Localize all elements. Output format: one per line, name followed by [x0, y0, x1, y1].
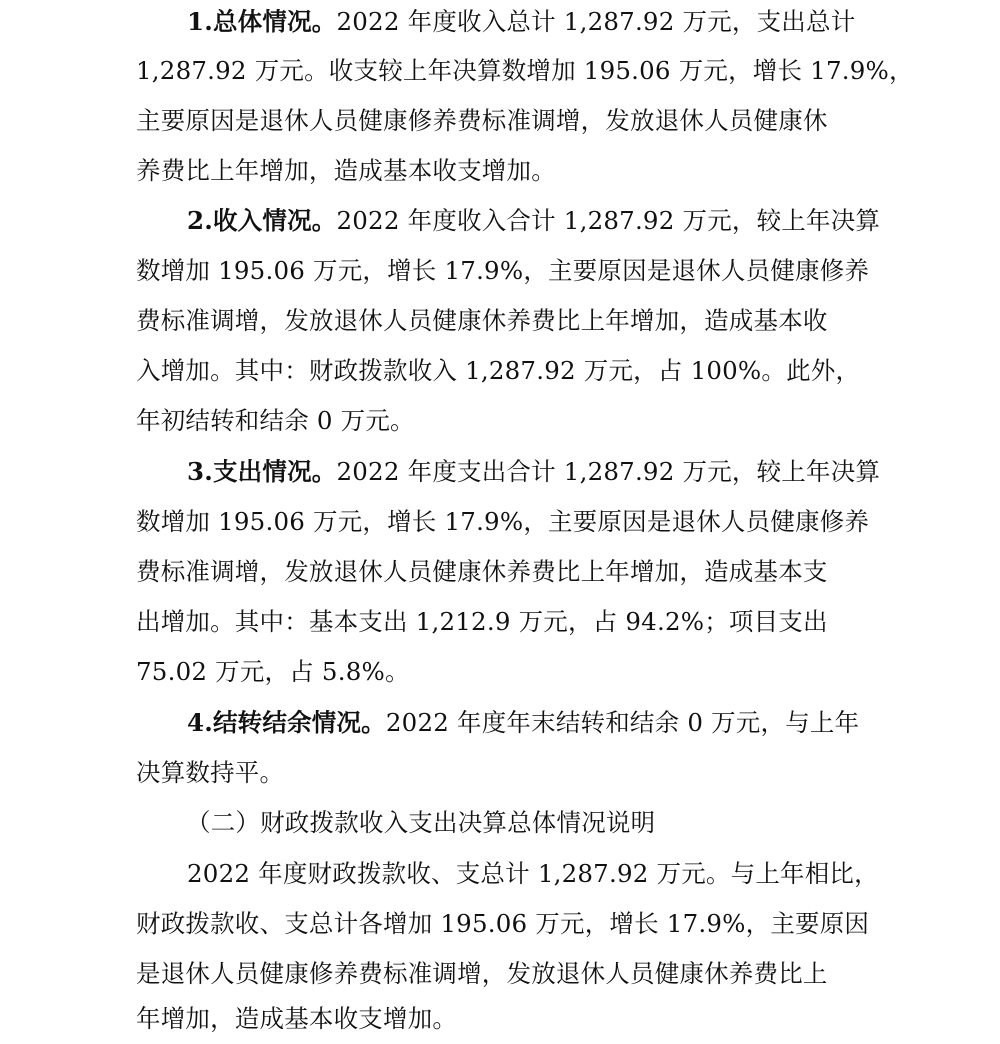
- line-text: 2022 年度财政拨款收、支总计 1,287.92 万元。与上年相比，: [187, 859, 879, 888]
- para-2-line-2: [136, 246, 869, 296]
- line-text: 年增加，造成基本收支增加。: [136, 1004, 458, 1033]
- para-1-line-4: [136, 146, 556, 196]
- line-text: 养费比上年增加，造成基本收支增加。: [136, 156, 556, 185]
- line-text: 年初结转和结余 0 万元。: [136, 406, 415, 435]
- line-text: 决算数持平。: [136, 758, 285, 787]
- para-3-line-4: [136, 597, 828, 647]
- para-2-line-3: [136, 296, 828, 346]
- para-3-line-3: [136, 547, 828, 597]
- para-4-line-2: [136, 748, 284, 798]
- para-5-line-3: [136, 949, 828, 999]
- heading-overall: 1.总体情况。: [187, 7, 337, 36]
- line-text: 2022 年度收入总计 1,287.92 万元，支出总计: [336, 7, 856, 36]
- para-1-line-1: [187, 0, 855, 47]
- line-text: 财政拨款收、支总计各增加 195.06 万元，增长 17.9%，主要原因: [136, 909, 870, 938]
- para-3-line-2: [136, 497, 869, 547]
- para-1-line-3: [136, 96, 828, 146]
- para-4-line-1: [187, 698, 859, 748]
- section-heading: [186, 798, 655, 848]
- line-text: 2022 年度支出合计 1,287.92 万元，较上年决算: [336, 457, 881, 486]
- line-text: 出增加。其中：基本支出 1,212.9 万元，占 94.2%；项目支出: [136, 607, 828, 636]
- line-text: 2022 年度收入合计 1,287.92 万元，较上年决算: [336, 206, 881, 235]
- line-text: 费标准调增，发放退休人员健康休养费比上年增加，造成基本收: [136, 306, 828, 335]
- line-text: 1,287.92 万元。收支较上年决算数增加 195.06 万元，增长 17.9%，: [136, 56, 914, 85]
- heading-carryover: 4.结转结余情况。: [187, 708, 386, 737]
- para-3-line-5: [136, 647, 410, 697]
- line-text: 数增加 195.06 万元，增长 17.9%，主要原因是退休人员健康修养: [136, 256, 870, 285]
- para-5-line-1: [187, 849, 879, 899]
- section-title: （二）财政拨款收入支出决算总体情况说明: [186, 808, 656, 837]
- line-text: 主要原因是退休人员健康修养费标准调增，发放退休人员健康休: [136, 106, 828, 135]
- line-text: 2022 年度年末结转和结余 0 万元，与上年: [385, 708, 860, 737]
- para-2-line-5: [136, 396, 415, 446]
- line-text: 75.02 万元，占 5.8%。: [136, 657, 410, 686]
- para-2-line-1: [187, 196, 880, 246]
- heading-expenditure: 3.支出情况。: [187, 457, 337, 486]
- para-2-line-4: [136, 346, 860, 396]
- para-1-line-2: [136, 46, 914, 96]
- heading-income: 2.收入情况。: [187, 206, 337, 235]
- para-5-line-4: [136, 994, 457, 1044]
- line-text: 入增加。其中：财政拨款收入 1,287.92 万元，占 100%。此外，: [136, 356, 861, 385]
- para-3-line-1: [187, 447, 880, 497]
- para-5-line-2: [136, 899, 869, 949]
- line-text: 是退休人员健康修养费标准调增，发放退休人员健康休养费比上: [136, 959, 828, 988]
- line-text: 数增加 195.06 万元，增长 17.9%，主要原因是退休人员健康修养: [136, 507, 870, 536]
- line-text: 费标准调增，发放退休人员健康休养费比上年增加，造成基本支: [136, 557, 828, 586]
